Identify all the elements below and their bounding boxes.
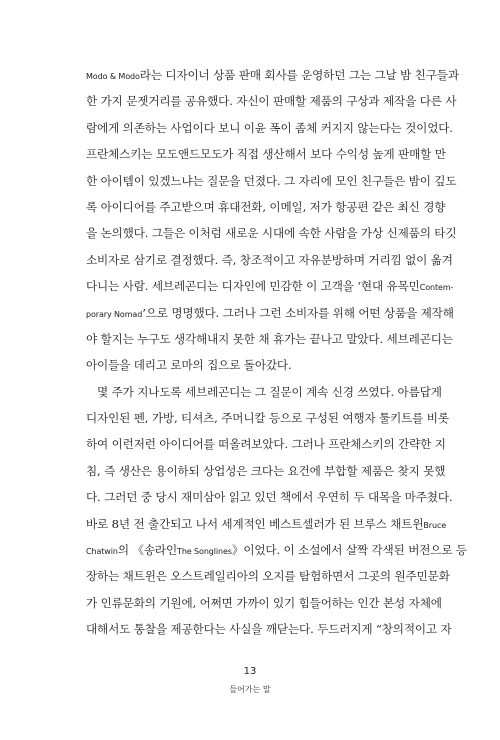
- text-line: [86, 141, 446, 167]
- text-run: 한 가지 문젯거리를 공유했다. 자신이 판매할 제품의 구상과 제작을 다른 사: [86, 94, 457, 109]
- latin-term: Bruce: [423, 520, 447, 530]
- text-line: [86, 563, 450, 589]
- text-run: 디자인된 펜, 가방, 티셔츠, 주머니칼 등으로 구성된 여행자 툴키트를 비롯: [86, 411, 449, 426]
- text-run: 침, 즉 생산은 용이하되 상업성은 크다는 요건에 부합할 제품은 찾지 못했: [86, 463, 446, 478]
- text-line: [86, 431, 446, 457]
- latin-term: The Songlines: [177, 547, 232, 557]
- text-run: 하여 이런저런 아이디어를 떠올려보았다. 그러나 프란체스키의 간략한 지: [86, 437, 446, 452]
- text-line: [86, 352, 416, 378]
- latin-term: Chatwin: [86, 547, 118, 557]
- text-line: [86, 590, 442, 616]
- text-run: 대해서도 통찰을 제공한다는 사실을 깨닫는다. 두드러지게 “창의적이고 자: [86, 622, 452, 637]
- text-run: ’으로 명명했다. 그러나 그런 소비자를 위해 어떤 상품을 제작해: [142, 305, 454, 320]
- text-run: 소비자로 삼기로 결정했다. 즉, 창조적이고 자유분방하며 거리낌 없이 옮겨: [86, 252, 453, 267]
- latin-term: Modo & Modo: [86, 72, 140, 81]
- text-line: [86, 458, 446, 484]
- text-line: [86, 247, 453, 273]
- text-run: 다. 그러던 중 당시 재미삼아 읽고 있던 책에서 우연히 두 대목을 마주쳤다.: [86, 490, 453, 505]
- text-line: [86, 168, 457, 194]
- text-line: [86, 115, 453, 141]
- text-line: [86, 273, 454, 299]
- text-line: [86, 379, 442, 405]
- section-title: 들어가는 말: [229, 685, 271, 694]
- text-line: [86, 405, 449, 431]
- text-line: [86, 62, 459, 88]
- text-run: 야 할지는 누구도 생각해내지 못한 채 휴가는 끝나고 말았다. 세브레곤디는: [86, 331, 453, 346]
- text-line: [86, 511, 447, 537]
- page-number: 13: [243, 666, 257, 677]
- text-run: 프란체스키는 모도앤드모도가 직접 생산해서 보다 수익성 높게 판매할 만: [86, 147, 446, 162]
- text-run: 라는 디자이너 상품 판매 회사를 운영하던 그는 그날 밤 친구들과: [139, 68, 459, 82]
- text-line: [86, 194, 446, 220]
- text-line: [86, 220, 457, 246]
- text-run: 한 아이템이 있겠느냐는 질문을 던졌다. 그 자리에 모인 친구들은 밤이 깊도: [86, 173, 457, 188]
- text-line: [86, 484, 453, 510]
- text-run: 장하는 채트윈은 오스트레일리아의 오지를 탐험하면서 그곳의 원주민문화: [86, 569, 450, 584]
- text-run: 다니는 사람. 세브레곤디는 디자인에 민감한 이 고객을 ‘현대 유목민: [86, 279, 420, 294]
- text-run: 바로 8년 전 출간되고 나서 세계적인 베스트셀러가 된 브루스 채트윈: [86, 516, 424, 531]
- text-line: [86, 88, 457, 114]
- text-line: [86, 537, 467, 563]
- paragraph: [86, 62, 459, 379]
- latin-term: porary Nomad: [86, 309, 143, 319]
- text-run: 아이들을 데리고 로마의 집으로 돌아갔다.: [86, 358, 292, 373]
- paragraph: [86, 379, 467, 643]
- body-text: [86, 62, 467, 643]
- latin-term: Contem-: [419, 283, 454, 293]
- text-run: 몇 주가 지나도록 세브레곤디는 그 질문이 계속 신경 쓰였다. 아름답게: [97, 384, 442, 399]
- text-run: 람에게 의존하는 사업이다 보니 이윤 폭이 좀체 커지지 않는다는 것이었다.: [86, 120, 453, 135]
- text-run: 을 논의했다. 그들은 이처럼 새로운 시대에 속한 사람을 가상 신제품의 타깃: [86, 226, 457, 241]
- text-line: [86, 326, 453, 352]
- text-run: 가 인류문화의 기원에, 어쩌면 가까이 있기 힘들어하는 인간 본성 자체에: [86, 595, 442, 610]
- text-line: [86, 300, 454, 326]
- text-line: [86, 616, 452, 642]
- text-run: 》이었다. 이 소설에서 살짝 각색된 버전으로 등: [231, 543, 467, 558]
- text-run: 록 아이디어를 주고받으며 휴대전화, 이메일, 저가 항공편 같은 최신 경향: [86, 199, 446, 214]
- text-run: 의 《송라인: [117, 543, 178, 558]
